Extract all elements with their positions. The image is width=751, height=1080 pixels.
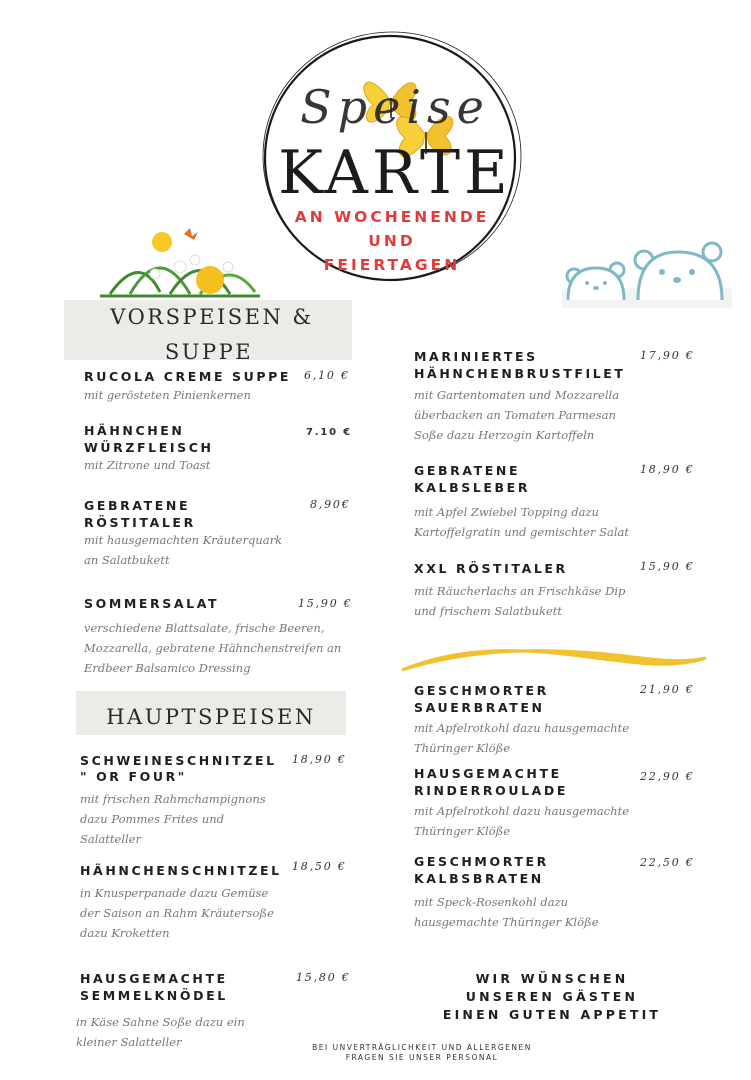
menu-item-name: GESCHMORTER <box>414 683 549 698</box>
menu-item-price: 21,90 € <box>640 683 695 696</box>
menu-item-price: 6,10 € <box>304 369 350 382</box>
menu-item-desc: mit Zitrone und Toast <box>84 458 211 472</box>
menu-item-name: SOMMERSALAT <box>84 596 220 611</box>
menu-item-name: HAUSGEMACHTE <box>414 766 562 781</box>
page-title: KARTE <box>278 138 512 208</box>
menu-item-name: MARINIERTES <box>414 349 538 364</box>
menu-item-name: " OR FOUR" <box>80 769 187 784</box>
menu-item-desc: mit Speck-Rosenkohl dazu <box>414 895 569 909</box>
subtitle-line: UND <box>368 232 416 250</box>
menu-item-name: RINDERROULADE <box>414 783 569 798</box>
menu-item-price: 18,90 € <box>292 753 347 766</box>
menu-item-desc: an Salatbukett <box>84 553 170 567</box>
menu-item-desc: Erdbeer Balsamico Dressing <box>84 661 251 675</box>
decorative-wave <box>400 640 710 676</box>
footer-message-line: WIR WÜNSCHEN <box>475 971 629 986</box>
menu-item-price: 18,50 € <box>292 860 347 873</box>
menu-item-desc: in Knusperpanade dazu Gemüse <box>80 886 269 900</box>
menu-item-desc: überbacken an Tomaten Parmesan <box>414 408 616 422</box>
menu-item-price: 17,90 € <box>640 349 695 362</box>
subtitle-line: AN WOCHENENDE <box>294 208 490 226</box>
menu-item-desc: kleiner Salatteller <box>76 1035 182 1049</box>
script-title: Speise <box>300 80 490 134</box>
menu-item-desc: hausgemachte Thüringer Klöße <box>414 915 599 929</box>
footer-message-line: UNSEREN GÄSTEN <box>465 989 639 1004</box>
menu-item-price: 15,80 € <box>296 971 351 984</box>
flowers-illustration <box>100 222 260 302</box>
menu-item-name: HÄHNCHEN <box>84 423 185 438</box>
starters-title-line2: SUPPE <box>164 340 254 364</box>
menu-item-desc: Thüringer Klöße <box>414 741 511 755</box>
menu-item-name: SCHWEINESCHNITZEL <box>80 753 277 768</box>
menu-item-name: GESCHMORTER <box>414 854 549 869</box>
menu-item-name: RUCOLA CREME SUPPE <box>84 369 292 384</box>
menu-item-price: 18,90 € <box>640 463 695 476</box>
menu-item-price: 7.10 € <box>306 427 352 438</box>
menu-item-desc: mit gerösteten Pinienkernen <box>84 388 251 402</box>
menu-item-price: 22,50 € <box>640 856 695 869</box>
menu-item-desc: in Käse Sahne Soße dazu ein <box>76 1015 245 1029</box>
menu-item-desc: mit Gartentomaten und Mozzarella <box>414 388 620 402</box>
menu-item-name: SAUERBRATEN <box>414 700 545 715</box>
menu-item-desc: mit Apfel Zwiebel Topping dazu <box>414 505 599 519</box>
menu-item-name: KALBSLEBER <box>414 480 531 495</box>
menu-item-desc: verschiedene Blattsalate, frische Beeren, <box>84 621 325 635</box>
menu-item-name: HÄHNCHENSCHNITZEL <box>80 863 282 878</box>
menu-item-desc: Kartoffelgratin und gemischter Salat <box>414 525 629 539</box>
menu-item-price: 15,90 € <box>640 560 695 573</box>
menu-item-desc: der Saison an Rahm Kräutersoße <box>80 906 274 920</box>
menu-item-price: 8,90€ <box>310 498 351 511</box>
mains-title: HAUPTSPEISEN <box>106 705 316 729</box>
menu-item-name: HÄHNCHENBRUSTFILET <box>414 366 626 381</box>
menu-item-desc: mit Apfelrotkohl dazu hausgemachte <box>414 721 630 735</box>
subtitle-line: FEIERTAGEN <box>323 256 461 274</box>
bears-illustration <box>562 238 732 308</box>
menu-item-price: 22,90 € <box>640 770 695 783</box>
allergen-note: BEI UNVERTRÄGLICHKEIT UND ALLERGENEN <box>312 1043 532 1052</box>
allergen-note: FRAGEN SIE UNSER PERSONAL <box>345 1053 499 1062</box>
menu-item-desc: mit frischen Rahmchampignons <box>80 792 266 806</box>
menu-item-desc: Mozzarella, gebratene Hähnchenstreifen an <box>84 641 342 655</box>
menu-item-desc: und frischem Salatbukett <box>414 604 563 618</box>
menu-item-desc: Salatteller <box>80 832 141 846</box>
menu-item-name: WÜRZFLEISCH <box>84 440 214 455</box>
menu-item-desc: Thüringer Klöße <box>414 824 511 838</box>
menu-item-desc: Soße dazu Herzogin Kartoffeln <box>414 428 595 442</box>
menu-item-desc: dazu Pommes Frites und <box>80 812 225 826</box>
menu-item-name: XXL RÖSTITALER <box>414 561 568 576</box>
menu-item-name: GEBRATENE <box>414 463 521 478</box>
footer-message-line: EINEN GUTEN APPETIT <box>442 1007 662 1022</box>
menu-item-desc: mit Räucherlachs an Frischkäse Dip <box>414 584 626 598</box>
starters-title: VORSPEISEN & <box>110 305 314 329</box>
menu-item-desc: mit Apfelrotkohl dazu hausgemachte <box>414 804 630 818</box>
menu-item-desc: mit hausgemachten Kräuterquark <box>84 533 283 547</box>
menu-item-price: 15,90 € <box>298 597 353 610</box>
menu-item-name: HAUSGEMACHTE <box>80 971 228 986</box>
menu-item-name: RÖSTITALER <box>84 515 196 530</box>
menu-item-name: SEMMELKNÖDEL <box>80 988 228 1003</box>
menu-item-name: GEBRATENE <box>84 498 191 513</box>
menu-item-name: KALBSBRATEN <box>414 871 544 886</box>
menu-item-desc: dazu Kroketten <box>80 926 170 940</box>
